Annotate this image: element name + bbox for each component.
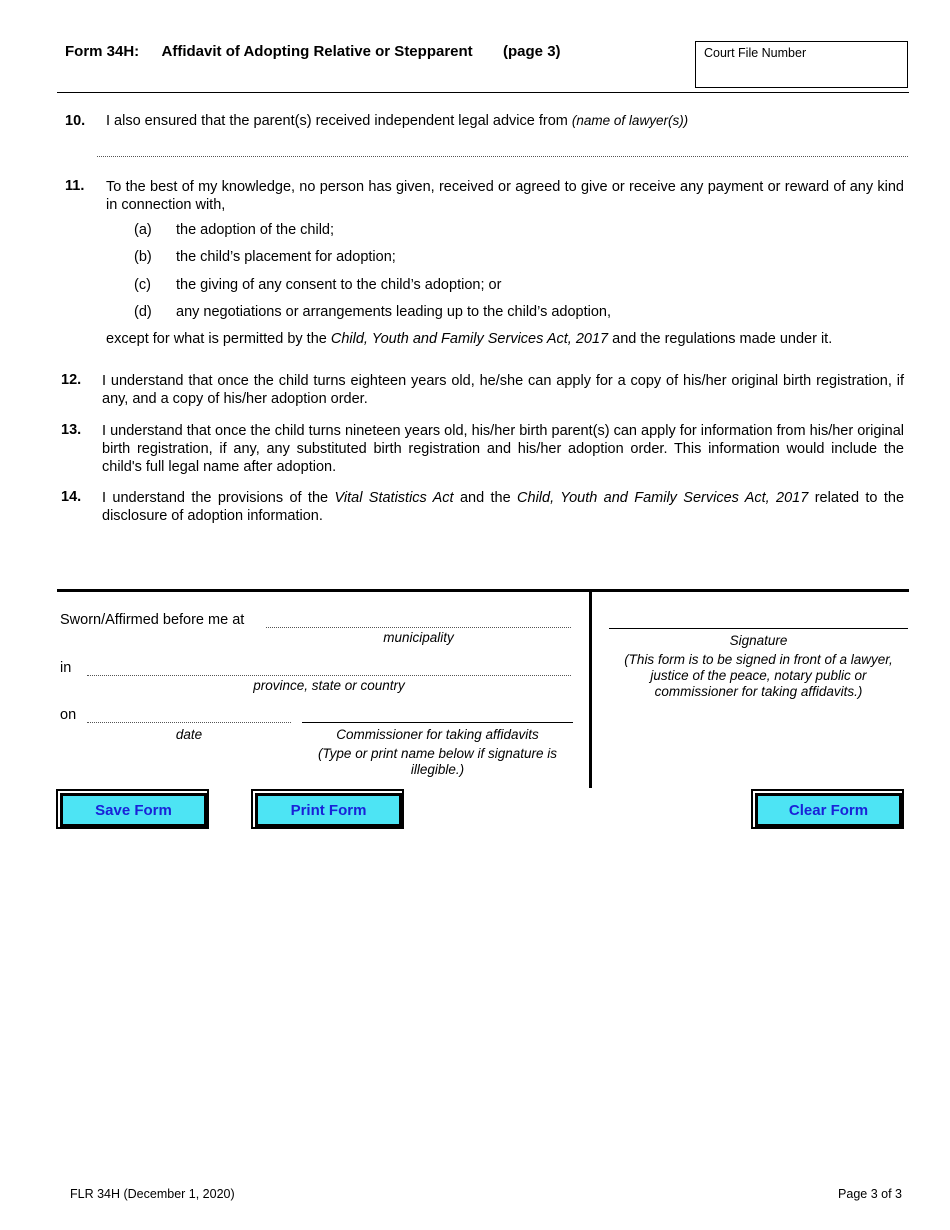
p14-act2: Child, Youth and Family Services Act, 2017: [517, 490, 809, 506]
date-field[interactable]: [87, 722, 291, 723]
p14-text: [102, 489, 904, 525]
signature-column-divider: [589, 590, 592, 788]
commissioner-caption: Commissioner for taking affidavits: [336, 727, 539, 742]
p14-mid: and the: [459, 490, 511, 506]
print-form-button-frame: [251, 789, 404, 829]
municipality-field[interactable]: [266, 627, 571, 628]
clear-form-button-frame: [751, 789, 904, 829]
p14-pre: I understand the provisions of the: [102, 490, 329, 506]
municipality-caption: municipality: [383, 630, 454, 645]
signature-caption: Signature: [729, 633, 788, 648]
p11-item-d-text: any negotiations or arrangements leading up to the child’s adoption,: [176, 304, 612, 320]
p11-item-c-text: the giving of any consent to the child’s adoption; or: [176, 277, 502, 293]
p11-except-act: Child, Youth and Family Services Act, 2017: [330, 331, 609, 347]
province-field[interactable]: [87, 675, 571, 676]
p11-item-d-letter: (d): [134, 304, 152, 320]
clear-form-button[interactable]: Clear Form: [753, 791, 902, 827]
section-divider: [57, 589, 909, 592]
commissioner-signature-line[interactable]: [302, 722, 573, 723]
signature-line[interactable]: [609, 628, 908, 629]
p11-item-c-letter: (c): [134, 277, 151, 293]
p11-text: To the best of my knowledge, no person has given, received or agreed to give or receive any payment or reward of any kind in connection with,: [106, 179, 904, 213]
on-label: on: [60, 707, 77, 723]
in-label: in: [60, 660, 72, 676]
commissioner-note: (Type or print name below if signature is illegible.): [317, 746, 558, 777]
p11-except-post: and the regulations made under it.: [612, 331, 833, 347]
p11-item-a-text: the adoption of the child;: [176, 222, 335, 238]
court-file-number-label: Court File Number: [704, 46, 807, 60]
p14-act1: Vital Statistics Act: [334, 490, 454, 506]
p10-number: 10.: [65, 113, 86, 129]
signature-note: (This form is to be signed in front of a lawyer, justice of the peace, notary public or commissioner for taking affidavits.): [624, 652, 893, 699]
p11-item-b-text: the child’s placement for adoption;: [176, 249, 396, 265]
p11-item-a-letter: (a): [134, 222, 152, 238]
header-divider: [57, 92, 909, 93]
p10-hint: (name of lawyer(s)): [571, 113, 689, 128]
p13-number: 13.: [61, 422, 82, 438]
p14-number: 14.: [61, 489, 82, 505]
form-number: Form 34H:: [65, 43, 140, 60]
p12-number: 12.: [61, 372, 82, 388]
form-header: [65, 43, 561, 60]
p14-post: related to the disclosure of adoption information.: [102, 490, 905, 524]
sworn-at-label: Sworn/Affirmed before me at: [60, 612, 245, 628]
p11-except-pre: except for what is permitted by the: [106, 331, 327, 347]
lawyer-name-field[interactable]: [97, 156, 908, 157]
p13-text: I understand that once the child turns nineteen years old, his/her birth parent(s) can apply for information from his/her original birth registration, if any, any substituted birth registration and his/her adoption order. This information would include the child's full legal name after adoption.: [102, 423, 904, 475]
form-reference: FLR 34H (December 1, 2020): [70, 1187, 235, 1201]
date-caption: date: [175, 727, 203, 742]
province-caption: province, state or country: [253, 678, 405, 693]
p11-except: [106, 331, 832, 347]
save-form-button-frame: [56, 789, 209, 829]
save-form-button[interactable]: Save Form: [58, 791, 207, 827]
page-label: (page 3): [503, 43, 561, 60]
p11-number: 11.: [65, 178, 85, 194]
form-title: Affidavit of Adopting Relative or Stepparent: [161, 43, 473, 60]
p12-text: I understand that once the child turns eighteen years old, he/she can apply for a copy of his/her original birth registration, if any, and a copy of his/her adoption order.: [102, 373, 904, 407]
p11-item-b-letter: (b): [134, 249, 152, 265]
p10-text: [106, 113, 688, 129]
print-form-button[interactable]: Print Form: [253, 791, 402, 827]
p10-main-text: I also ensured that the parent(s) received independent legal advice from: [106, 113, 568, 129]
page-number: Page 3 of 3: [838, 1187, 902, 1201]
